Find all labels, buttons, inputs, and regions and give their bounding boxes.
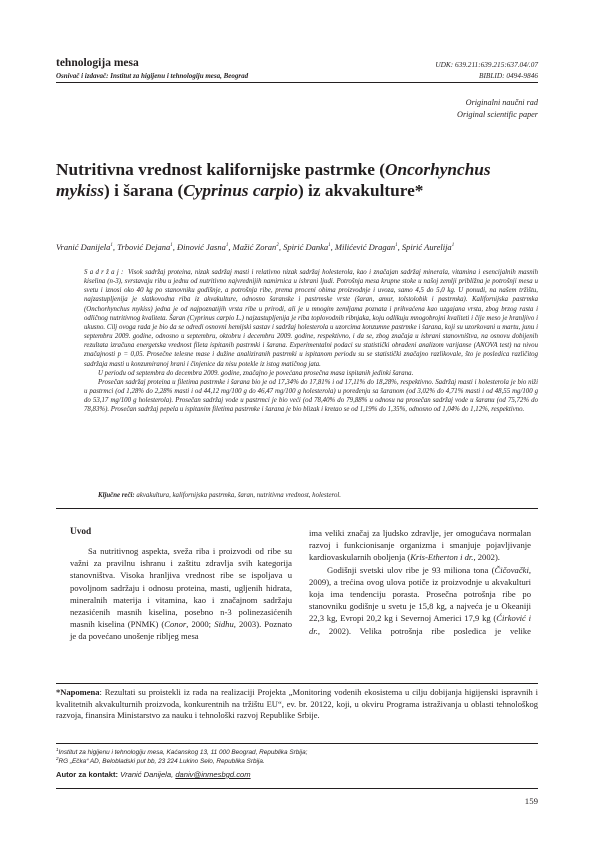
author: Trbović Dejana (117, 241, 171, 252)
footnote-text: Institut za higijenu i tehnologiju mesa, Kaćanskog 13, 11 000 Beograd, Republika Srbija; (58, 749, 308, 757)
citation: Čičovački (494, 564, 529, 575)
contact-label: Autor za kontakt: (56, 770, 119, 779)
author: Milićević Dragan (334, 241, 396, 252)
abstract-paragraph: Prosečan sadržaj proteina u filetima pastrmke i šarana bio je od 17,34% do 17,81% i od 17,11% do 18,28%, respektivno. Sadržaj masti i holesterola je bio niži u pastrmci (od 1,28% do 2,28% masti i od 44,12 mg/100 g do 46,47 mg/100 g holesterola) u poređenju sa šaranom (od 3,02% do 4,71% masti i od 48,55 mg/100 g do 53,17 mg/100 g holesterola). Prosečan sadržaj vode u pastrmci je bio veći (od 78,40% do 79,88% u odnosu na prosečan sadržaj vode u šaranu (od 75,72% do 78,83%). Prosečan sadržaj pepela u ispitanim filetima pastrmke i šarana je bio blizak i kretao se od 1,19% do 1,35%, odnosno od 1,04% do 1,12%, respektivno. (84, 378, 538, 414)
paper-type (457, 97, 538, 120)
author-affiliation: 1 (225, 243, 229, 248)
note-rule (56, 683, 538, 684)
footnote-rule (56, 743, 538, 744)
body-text: , 2009), a trećina ovog ulova potiče iz proizvodnje u akvakulturi koja ima tendenciju porasta. Prosečna potrošnja ribe po stanovniku godišnje u svetu je 15,8 kg, a najveća je u Okeaniji 22,3 kg, Evropi 20,2 kg i Severnoj Americi 17,9 kg ( (309, 564, 531, 624)
body-paragraph (309, 527, 531, 564)
body-text: Godišnji svetski ulov ribe je 93 miliona tona ( (327, 564, 495, 575)
citation: Ćirković i dr. (309, 613, 531, 636)
journal-name: tehnologija mesa (56, 57, 139, 69)
paper-type-sr: Originalni naučni rad (465, 98, 538, 107)
citation: Conor (164, 619, 187, 630)
header-rule (56, 82, 538, 83)
footnote (56, 755, 538, 767)
body-text: , 2000; (186, 619, 215, 630)
corresponding-author (56, 770, 251, 779)
keywords (84, 491, 538, 500)
title-part-2: ) i šarana ( (104, 181, 184, 200)
title-species-2: Cyprinus carpio (183, 181, 298, 200)
paper-type-en: Original scientific paper (457, 109, 538, 119)
footnote-text: RG „Ečka“ AD, Belobladski put bb, 23 224 Lukino Selo, Republika Srbija. (58, 758, 265, 766)
section-heading-intro: Uvod (70, 527, 92, 537)
abstract (84, 268, 538, 415)
author-affiliation: 1 (328, 243, 331, 248)
author-affiliation: 1 (395, 243, 398, 248)
author: Vranić Danijela (56, 241, 111, 252)
udk-code: UDK: 639.211:639.215:637.04/.07 (435, 60, 538, 69)
author: Đinović Jasna (177, 241, 226, 252)
author-list: Vranić Danijela$^1$, Trbović Dejana$^1$, Đinović Jasna$^1$, Mažić Zoran$^2$, Spirić Danka$^1$, Milićević Dragan$^1$, Spirić Aurelija$^1$ (56, 241, 455, 252)
body-paragraph (70, 545, 292, 643)
abstract-text: Visok sadržaj proteina, nizak sadržaj masti i relativno nizak sadržaj holesterola, kao i značajan sadržaj minerala, vitamina i esencijalnih masnih kiselina (n-3), svrstavaju ribu u jednu od nutritivno najvrednijih namirnica u ishrani ljudi. Potrošnja mesa krupne stoke u našoj zemlji približna je potrošnji mesa u svetu i iznosi oko 40 kg po stanovniku godišnje, a potrošnja ribe, prema proceni obima proizvodnje i uvoza, samo 4,5 do 5,0 kg. U ponudi, na našem tržištu, najzastupljenija je slatkovodna riba iz akvakulture, odnosno šaranske i pastrmske vrste (šaran, amur, tolstolobik i pastrmka). Kalifornijska pastrmka (Onchorhynchus mykiss) jedna je od najpoznatijih vrsta ribe u prirodi, ali je u mnogim zemljama poznata i prihvaćena kao uzgajana vrsta, zbog brzog rasta i odličnog nutritivnog kvaliteta. Šaran (Cyprinus carpio L.) najzastupljenija je riba toplovodnih ribnjaka, koju odlikuju mnogobrojni kvaliteti i čije meso je hranljivo i ukusno. Cilj ovoga rada je bio da se odredi osnovni hemijski sastav i sadržaj holesterola u uzorcima konzumne pastrmke i šarana, koji su uzorkovani u martu, junu i septembru 2009. godine, odnosno u septembru, oktobru i decembru 2009. godine, respektivno, i da se, zbog značaja u ishrani stanovništva, na osnovu dobijenih rezultata izračuna energetska vrednost fileta ispitanih pastrmki i šarana. Experimentalni podaci su statistički obrađeni analizom varijanse (ANOVA test) na nivou značajnosti p = 0,05. Prosečne telesne mase i dužine analiziranih pastrmki u ispitanom periodu su se statistički značajno razlikovale, što je posledica različitog sadržaja masti u konzumiranoj hrani i činjenice da nisu potekle iz istog matičnog jata. (84, 269, 539, 368)
publisher-line: Osnivač i izdavač: Institut za higijenu i tehnologiju mesa, Beograd (56, 72, 249, 80)
author-affiliation: 1 (110, 243, 113, 248)
funding-note (56, 687, 538, 722)
keywords-label: Ključne reči: (98, 492, 135, 499)
abstract-paragraph: U periodu od septembra do decembra 2009. godine, značajno je povećana prosečna masa ispitanih jedinki šarana. (98, 369, 414, 377)
author: Spirić Danka (283, 241, 329, 252)
body-text: , 2002). (473, 552, 500, 563)
author-affiliation: 1 (451, 243, 455, 248)
footnote-number: 1 (56, 747, 59, 752)
body-text: ima veliki značaj za ljudsko zdravlje, jer omogućava normalan razvoj i funkcionisanje organizma i smanjuje pojavljivanje kardiovaskularnih oboljenja ( (309, 528, 531, 563)
abstract-label: Sadržaj: (84, 269, 126, 276)
abstract-rule (56, 508, 538, 509)
note-label: *Napomena (56, 687, 100, 697)
body-paragraph (309, 564, 531, 637)
keywords-text: akvakultura, kalifornijska pastrmka, šaran, nutritivna vrednost, holesterol. (136, 492, 342, 499)
page-number: 159 (524, 796, 538, 806)
title-part-1: Nutritivna vrednost kalifornijske pastrmke ( (56, 160, 385, 179)
contact-name: Vranić Danijela, (120, 770, 174, 779)
title-species-1: Oncorhynchus mykiss (56, 160, 491, 200)
author-affiliation: 2 (276, 243, 279, 248)
citation: Sidhu (214, 619, 234, 630)
footer-rule (56, 788, 538, 789)
contact-email-link[interactable]: daniv@inmesbgd.com (175, 770, 251, 779)
biblid-code: BIBLID: 0494-9846 (479, 71, 538, 80)
body-text: Sa nutritivnog aspekta, sveža riba i proizvodi od ribe su važni za pravilnu ishranu i zaštitu zdravlja svih kategorija stanovništva. Visoka hranljiva vrednost ribe se ispoljava u povoljnom sadržaju i odnosu proteina, masti, ugljenih hidrata, mineralnih materija i vitamina, kao i značajnom sadržaju nezasićenih masnih kiselina, posebno n-3 polinezasićenih masnih kiselina (PNMK) ( (70, 546, 292, 630)
footnote-number: 2 (56, 756, 59, 761)
body-column-left (70, 545, 292, 643)
body-column-right (309, 527, 531, 637)
citation: Kris-Etherton i dr. (410, 552, 474, 563)
body-text: , 2003). Poznato je da povećano unošenje ribljeg mesa (70, 619, 292, 642)
note-text: : Rezultati su proistekli iz rada na realizaciji Projekta „Monitoring vodenih ekosistema u cilju dobijanja higijenski ispravnih i kvalitetnih akvakulturnih proizvoda, konkurentnih na tržištu EU“, ev. br. 20122, koji, u okviru Programa istraživanja u oblasti tehnološkog razvoja, finansira Ministarstvo za nauku i tehnološki razvoj Republike Srbije. (56, 687, 538, 720)
author: Mažić Zoran (232, 241, 277, 252)
abstract-paragraph (84, 268, 538, 369)
paper-title (56, 159, 536, 201)
author: Spirić Aurelija (401, 241, 452, 252)
title-part-3: ) iz akvakulture* (297, 181, 424, 200)
body-text: , 2002). Velika potrošnja ribe posledica je velike (317, 625, 531, 636)
author-affiliation: 1 (170, 243, 173, 248)
